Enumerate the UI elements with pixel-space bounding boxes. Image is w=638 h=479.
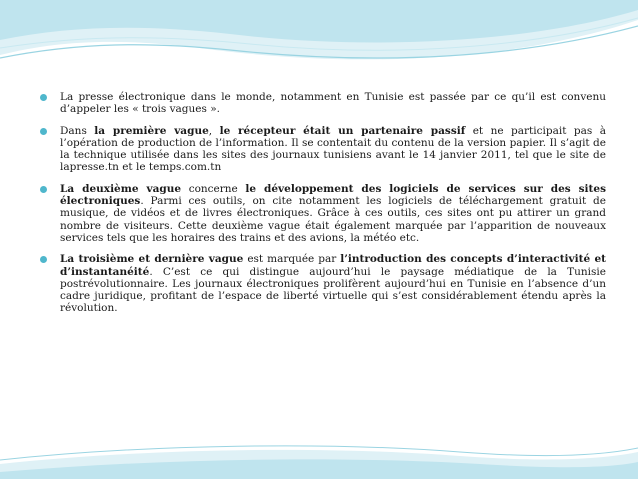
bold-text-segment: la première vague xyxy=(94,124,209,137)
bullet-item xyxy=(40,125,606,174)
text-segment: et ne participait pas à l’opération de production de l’information. Il se contentait du contenu de la version papier. Il s’agit de la technique utilisée dans les sites des journaux tunisiens avant le 14 janvier 2011, tel que le site de lapresse.tn et le temps.com.tn xyxy=(60,124,606,174)
bold-text-segment: l’introduction des concepts d’interactivité et d’instantanéité xyxy=(60,253,607,278)
text-segment: Dans xyxy=(60,124,95,137)
bold-text-segment: La deuxième vague xyxy=(60,182,182,195)
bullet-dot-icon xyxy=(40,94,47,101)
bullet-item xyxy=(40,253,606,314)
bold-text-segment: le récepteur était un partenaire passif xyxy=(219,124,466,137)
text-segment: est marquée par xyxy=(243,253,341,266)
text-segment: . C’est ce qui distingue aujourd’hui le paysage médiatique de la Tunisie postrévolutionnaire. Les journaux électroniques prolifèrent aujourd’hui en Tunisie en l’absence d’un cadre juridique, profitant de l’espace de liberté virtuelle qui s’est considérablement étendu après la révolution. xyxy=(60,265,606,315)
text-segment: concerne xyxy=(181,182,246,195)
bullet-dot-icon xyxy=(40,256,47,263)
bullet-item xyxy=(40,183,606,244)
text-segment: La presse électronique dans le monde, notamment en Tunisie est passée par ce qu’il est convenu d’appeler les « trois vagues ». xyxy=(60,91,606,116)
bullet-item xyxy=(40,91,606,116)
bullet-list xyxy=(40,91,606,315)
bold-text-segment: La troisième et dernière vague xyxy=(60,253,244,266)
bottom-wave-decoration xyxy=(0,440,638,479)
bullet-dot-icon xyxy=(40,128,47,135)
bullet-dot-icon xyxy=(40,186,47,193)
top-wave-decoration xyxy=(0,0,638,75)
bold-text-segment: le développement des logiciels de services sur des sites électroniques xyxy=(60,182,606,208)
text-segment: , xyxy=(208,124,220,137)
text-segment: . Parmi ces outils, on cite notamment les logiciels de téléchargement gratuit de musique, de vidéos et de livres électroniques. Grâce à ces outils, ces sites ont pu attirer un grand nombre de visiteurs. Cette deuxième vague était également marquée par l’apparition de nouveaux services tels que les horaires des trains et des avions, la météo etc. xyxy=(60,195,606,244)
